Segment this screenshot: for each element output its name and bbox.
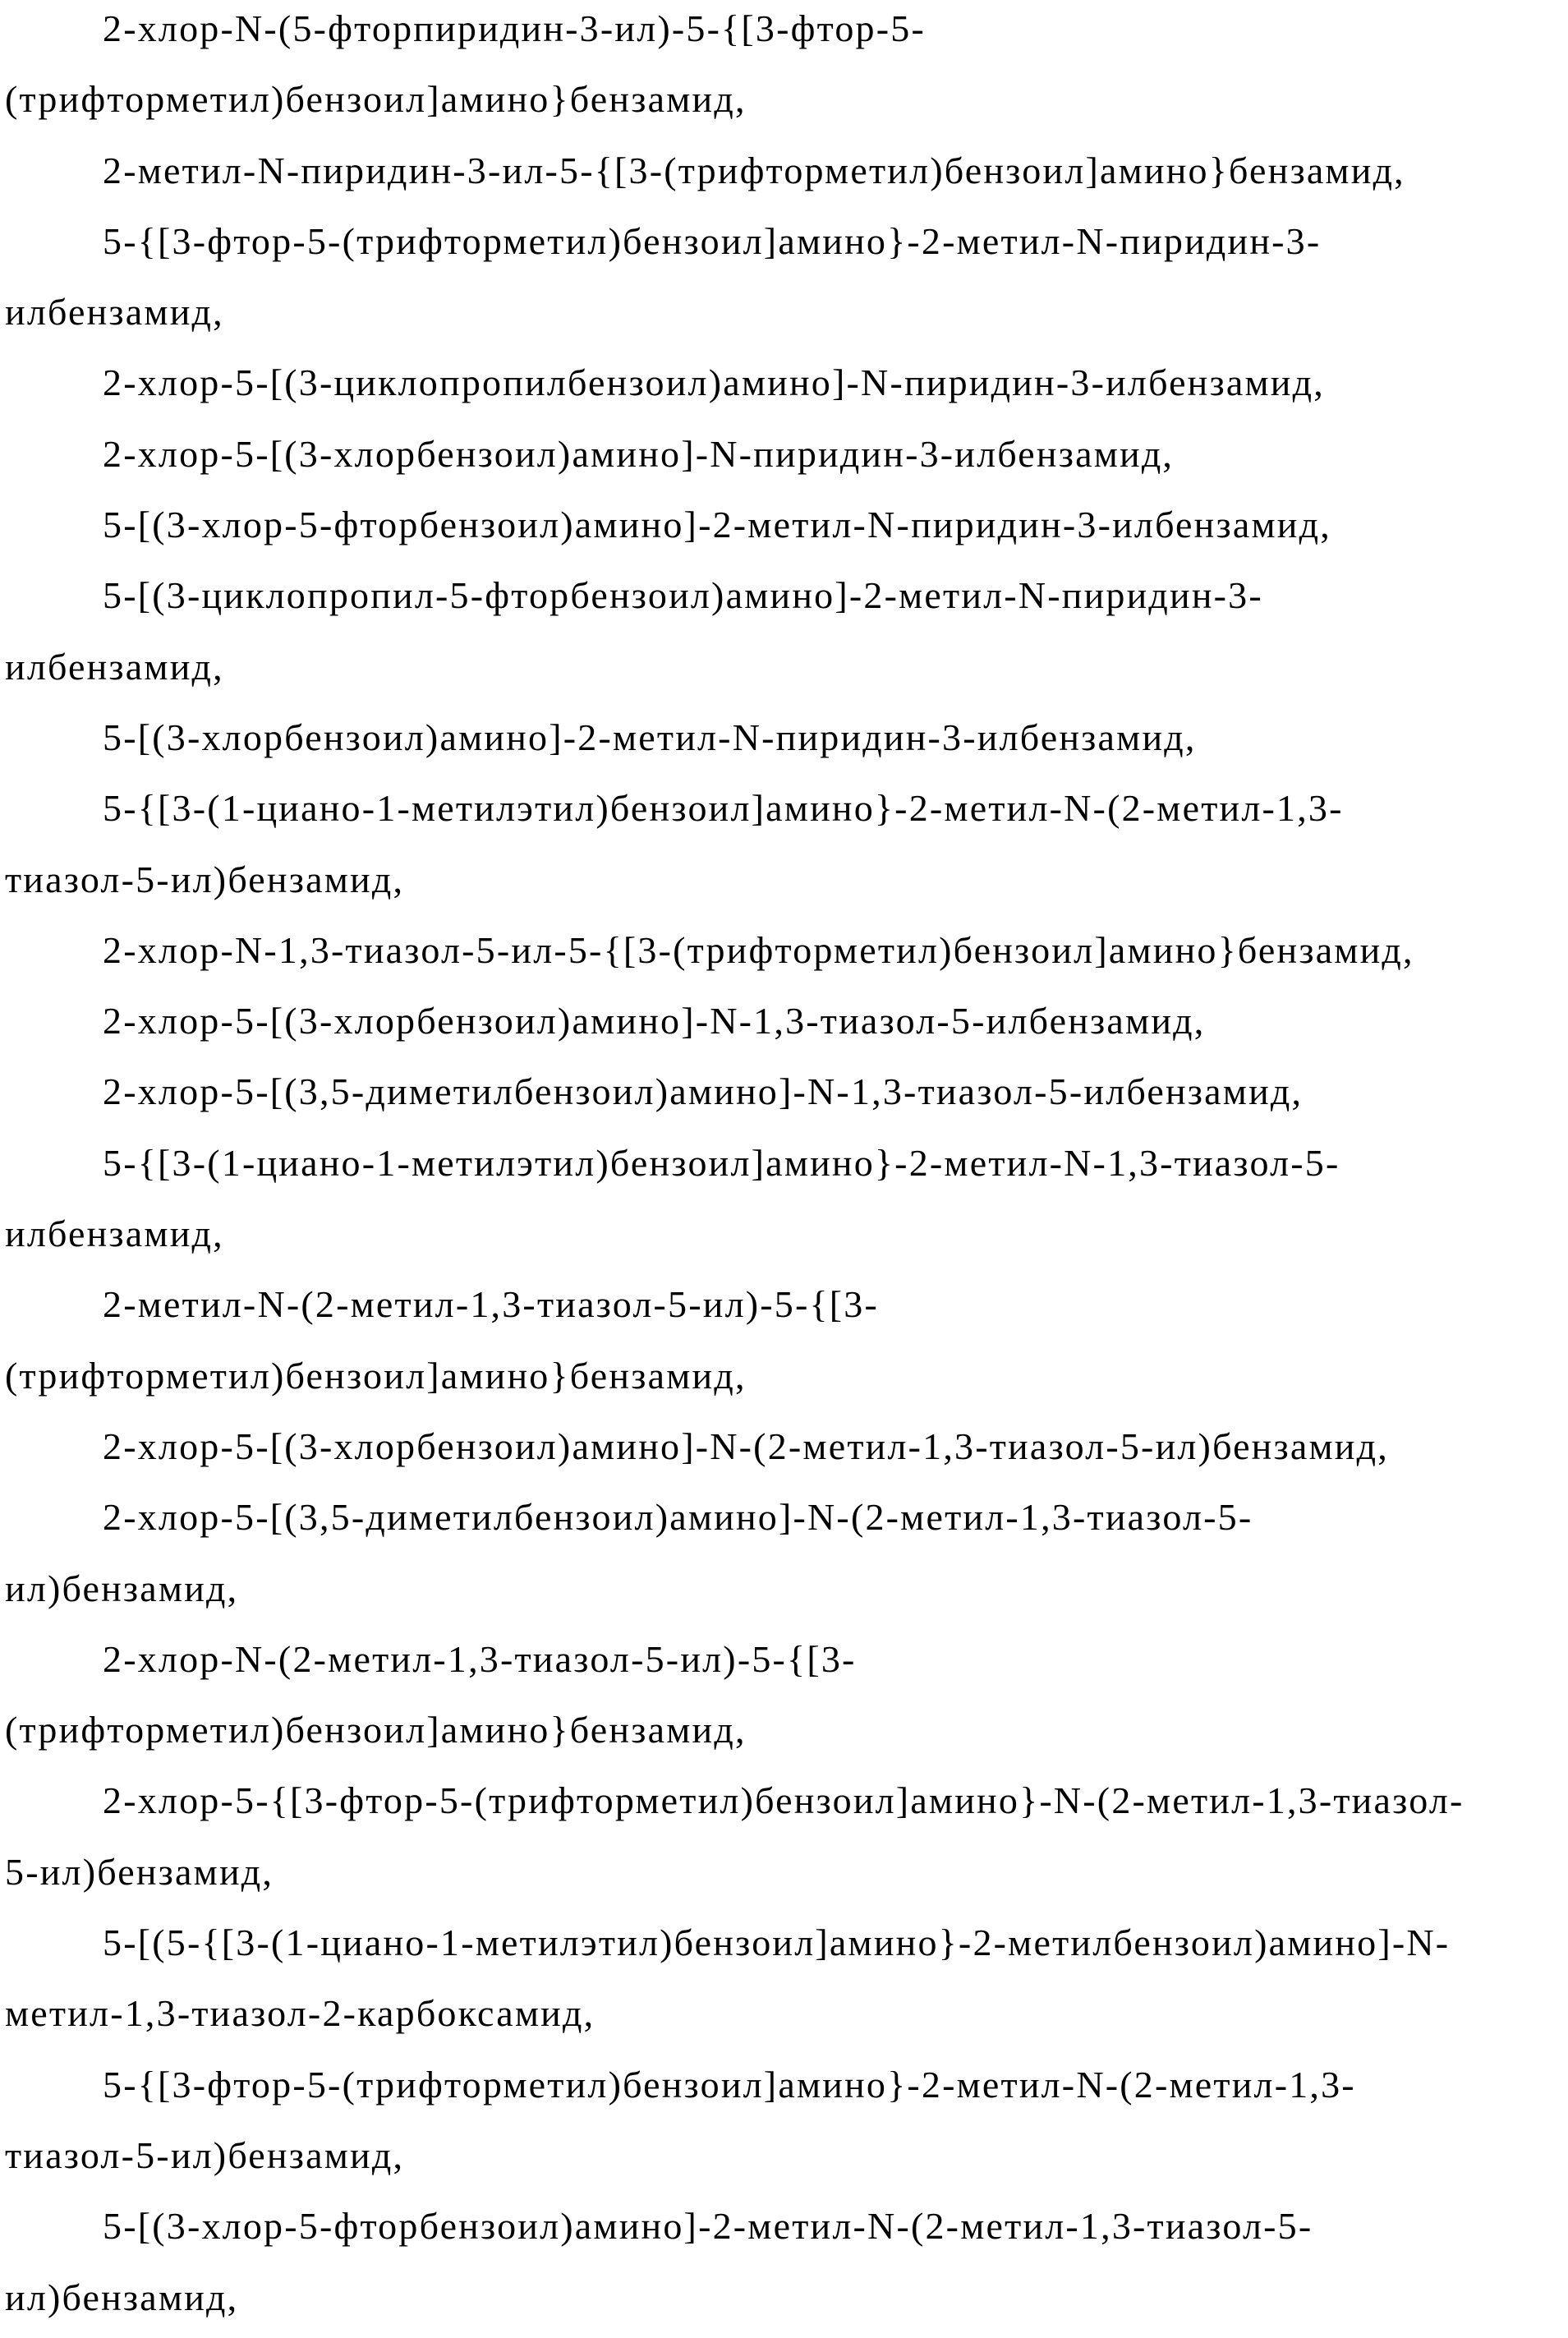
compound-name-continuation: тиазол-5-ил)бензамид, (5, 858, 405, 900)
compound-name-line: 2-хлор-N-(2-метил-1,3-тиазол-5-ил)-5-{[3- (103, 1637, 857, 1680)
compound-name-continuation: 5-ил)бензамид, (5, 1850, 274, 1893)
compound-name-continuation: (трифторметил)бензоил]амино}бензамид, (5, 1709, 747, 1751)
compound-name-line: 5-[(3-хлор-5-фторбензоил)амино]-2-метил-N-(2-метил-1,3-тиазол-5- (103, 2205, 1313, 2248)
compound-name-line: 2-хлор-5-[(3-циклопропилбензоил)амино]-N-пиридин-3-илбензамид, (103, 361, 1325, 404)
compound-name-line: 2-хлор-N-1,3-тиазол-5-ил-5-{[3-(трифторметил)бензоил]амино}бензамид, (103, 928, 1414, 971)
compound-name-continuation: илбензамид, (5, 1213, 224, 1255)
compound-name-continuation: (трифторметил)бензоил]амино}бензамид, (5, 1354, 747, 1397)
compound-name-line: 5-{[3-фтор-5-(трифторметил)бензоил]амино}-2-метил-N-пиридин-3- (103, 219, 1322, 262)
compound-name-line: 2-хлор-5-{[3-фтор-5-(трифторметил)бензоил]амино}-N-(2-метил-1,3-тиазол- (103, 1779, 1465, 1822)
compound-name-line: 2-метил-N-(2-метил-1,3-тиазол-5-ил)-5-{[3- (103, 1283, 880, 1326)
compound-name-line: 5-[(3-хлор-5-фторбензоил)амино]-2-метил-N-пиридин-3-илбензамид, (103, 504, 1331, 546)
compound-name-continuation: (трифторметил)бензоил]амино}бензамид, (5, 78, 747, 121)
compound-name-continuation: ил)бензамид, (5, 2276, 239, 2318)
compound-name-line: 2-хлор-5-[(3-хлорбензоил)амино]-N-1,3-тиазол-5-илбензамид, (103, 1000, 1206, 1042)
compound-name-line: 5-[(3-хлорбензоил)амино]-2-метил-N-пиридин-3-илбензамид, (103, 716, 1197, 758)
compound-name-continuation: илбензамид, (5, 291, 224, 334)
compound-name-continuation: тиазол-5-ил)бензамид, (5, 2133, 405, 2176)
compound-name-line: 5-{[3-(1-циано-1-метилэтил)бензоил]амино}-2-метил-N-(2-метил-1,3- (103, 787, 1344, 830)
compound-name-line: 5-[(5-{[3-(1-циано-1-метилэтил)бензоил]амино}-2-метилбензоил)амино]-N- (103, 1921, 1451, 1964)
compound-name-continuation: метил-1,3-тиазол-2-карбоксамид, (5, 1992, 595, 2035)
compound-name-line: 2-хлор-5-[(3-хлорбензоил)амино]-N-(2-метил-1,3-тиазол-5-ил)бензамид, (103, 1424, 1389, 1467)
compound-name-line: 2-хлор-5-[(3,5-диметилбензоил)амино]-N-1,3-тиазол-5-илбензамид, (103, 1070, 1304, 1113)
compound-name-continuation: илбензамид, (5, 645, 224, 688)
compound-name-line: 2-хлор-5-[(3-хлорбензоил)амино]-N-пиридин-3-илбензамид, (103, 432, 1175, 475)
compound-name-line: 2-метил-N-пиридин-3-ил-5-{[3-(трифторметил)бензоил]амино}бензамид, (103, 149, 1405, 191)
compound-name-line: 5-{[3-(1-циано-1-метилэтил)бензоил]амино}-2-метил-N-1,3-тиазол-5- (103, 1141, 1340, 1184)
compound-name-line: 5-{[3-фтор-5-(трифторметил)бензоил]амино}-2-метил-N-(2-метил-1,3- (103, 2063, 1356, 2106)
compound-name-line: 2-хлор-5-[(3,5-диметилбензоил)амино]-N-(2-метил-1,3-тиазол-5- (103, 1496, 1253, 1539)
compound-name-continuation: ил)бензамид, (5, 1567, 239, 1609)
compound-name-line: 2-хлор-N-(5-фторпиридин-3-ил)-5-{[3-фтор-5- (103, 7, 926, 49)
compound-name-line: 5-[(3-циклопропил-5-фторбензоил)амино]-2-метил-N-пиридин-3- (103, 574, 1263, 617)
